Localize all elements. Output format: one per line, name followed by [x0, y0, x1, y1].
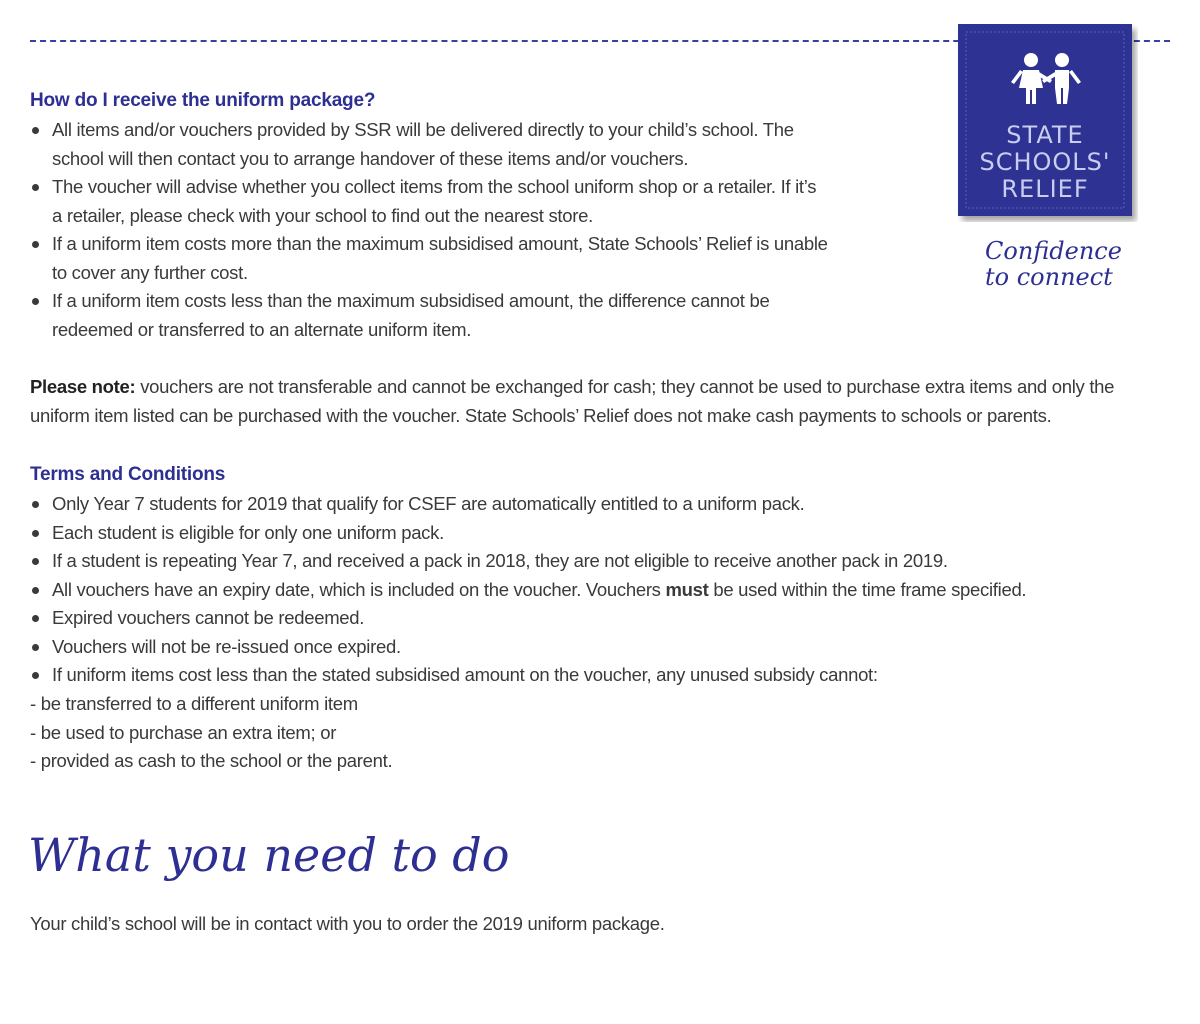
logo-line-1: STATE	[1006, 121, 1084, 149]
todo-text: Your child’s school will be in contact with you to order the 2019 uniform package.	[30, 913, 665, 934]
please-note: Please note: vouchers are not transferable and cannot be exchanged for cash; they cannot be used to purchase extra items and only the uniform item listed can be purchased with the voucher. State Schools’ Relief does not make cash payments to schools or parents.	[30, 376, 1115, 426]
logo-line-2: SCHOOLS'	[979, 148, 1111, 176]
list-item: - be used to purchase an extra item; or	[30, 721, 337, 743]
list-item: All items and/or vouchers provided by SSR will be delivered directly to your child’s school. The school will then contact you to arrange handover of these items and/or vouchers.	[30, 116, 930, 173]
list-item: If uniform items cost less than the stated subsidised amount on the voucher, any unused subsidy cannot:	[30, 661, 1180, 690]
list-item: If a uniform item costs less than the maximum subsidised amount, the difference cannot be redeemed or transferred to an alternate uniform item.	[30, 287, 930, 344]
list-item: All vouchers have an expiry date, which is included on the voucher. Vouchers must be used within the time frame specified.	[30, 576, 1180, 605]
state-schools-relief-logo	[956, 22, 1138, 222]
list-item: Only Year 7 students for 2019 that qualify for CSEF are automatically entitled to a uniform pack.	[30, 490, 1180, 519]
receive-heading: How do I receive the uniform package?	[30, 90, 376, 111]
list-item: The voucher will advise whether you collect items from the school uniform shop or a retailer. If it’s a retailer, please check with your school to find out the nearest store.	[30, 173, 930, 230]
tagline-line-1: Confidence	[985, 237, 1122, 265]
list-item: - be transferred to a different uniform item	[30, 693, 358, 714]
terms-list	[30, 490, 1180, 690]
tagline-line-2: to connect	[985, 263, 1113, 291]
list-item: Expired vouchers cannot be redeemed.	[30, 604, 1180, 633]
receive-list	[30, 116, 930, 344]
terms-heading: Terms and Conditions	[30, 464, 226, 485]
todo-heading: What you need to do	[28, 828, 510, 882]
unused-subsidy-list	[30, 690, 1030, 776]
list-item: If a student is repeating Year 7, and received a pack in 2018, they are not eligible to receive another pack in 2019.	[30, 547, 1180, 576]
list-item: Vouchers will not be re-issued once expired.	[30, 633, 1180, 662]
logo-line-3: RELIEF	[1001, 175, 1089, 203]
list-item: - provided as cash to the school or the parent.	[30, 750, 393, 771]
list-item: If a uniform item costs more than the maximum subsidised amount, State Schools’ Relief is unable to cover any further cost.	[30, 230, 930, 287]
list-item: Each student is eligible for only one uniform pack.	[30, 519, 1180, 548]
please-note-label: Please note:	[30, 376, 136, 397]
tagline	[985, 238, 1135, 290]
